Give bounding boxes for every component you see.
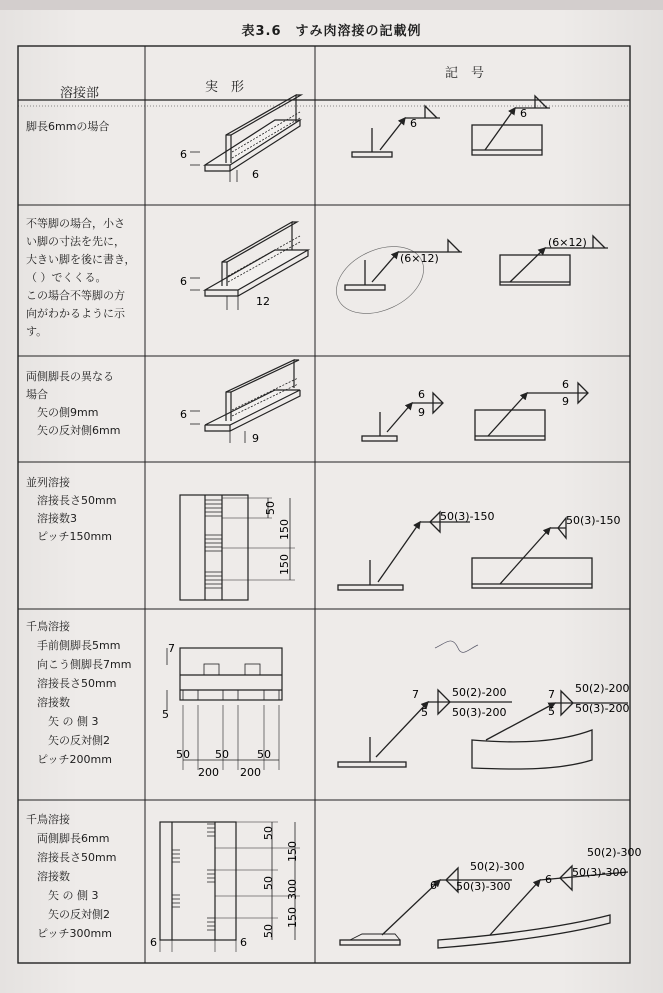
row-6-shape-len-1: 50 (262, 826, 275, 840)
row-6-line: 両側脚長6mm (26, 832, 110, 845)
row-6-line: 溶接長さ50mm (26, 851, 117, 864)
row-2-line: この場合不等脚の方 (26, 289, 125, 302)
header-shape: 実 形 (205, 80, 245, 95)
row-6-line: 溶接数 (26, 870, 70, 883)
row-3-line: 場合 (26, 388, 48, 401)
row-1-symbol-dim-right: 6 (520, 107, 527, 120)
row-3-symbol-top-right: 6 (562, 378, 569, 391)
row-4-shape-pitch-1: 150 (278, 519, 291, 540)
row-5-line: 手前側脚長5mm (26, 639, 121, 652)
row-5-shape-bottom: 5 (162, 708, 169, 721)
row-4-shape-drawing (180, 495, 295, 600)
row-3-line: 矢の反対側6mm (26, 424, 121, 437)
row-6-shape-pitch-2: 300 (286, 879, 299, 900)
row-3-symbol-bottom: 9 (418, 406, 425, 419)
row-4-shape-pitch-2: 150 (278, 554, 291, 575)
row-2-symbol-dim-right: (6×12) (548, 236, 587, 249)
row-4-symbol-text-right: 50(3)-150 (566, 514, 621, 527)
row-2-symbol-dim: (6×12) (400, 252, 439, 265)
row-5-shape-pitch-2: 200 (240, 766, 261, 779)
row-5-symbol-bottom-leg: 5 (421, 706, 428, 719)
row-6-shape-leg-right: 6 (240, 936, 247, 949)
row-4-symbol-drawing (338, 512, 592, 590)
row-2-line: 向がわかるように示 (26, 307, 125, 320)
row-6-symbol-top-right: 50(2)-300 (587, 846, 642, 859)
row-5-symbol-top: 50(2)-200 (452, 686, 507, 699)
row-5-line: 矢 の 側 3 (26, 715, 99, 728)
row-5-symbol-bottom-right: 50(3)-200 (575, 702, 630, 715)
row-1-symbol-drawing (352, 96, 550, 157)
row-2-shape-h: 6 (180, 275, 187, 288)
table-caption: 表3.6 すみ肉溶接の記載例 (241, 24, 422, 39)
row-4-line: 溶接長さ50mm (26, 494, 117, 507)
row-2-line: （ ）でくくる。 (26, 271, 107, 284)
row-5-symbol-bottom: 50(3)-200 (452, 706, 507, 719)
row-5-symbol-top-leg-right: 7 (548, 688, 555, 701)
row-5-shape-top: 7 (168, 642, 175, 655)
row-3-line: 矢の側9mm (26, 406, 99, 419)
row-1-symbol-dim: 6 (410, 117, 417, 130)
row-5-shape-len-2: 50 (215, 748, 229, 761)
row-5-line: ピッチ200mm (26, 753, 112, 766)
row-3-symbol-drawing (362, 383, 588, 441)
row-5-shape-len-1: 50 (176, 748, 190, 761)
row-6-shape-pitch-1: 150 (286, 841, 299, 862)
row-4-line: ピッチ150mm (26, 530, 112, 543)
row-3-shape-drawing (190, 360, 300, 443)
row-5-shape-pitch-1: 200 (198, 766, 219, 779)
row-1-line: 脚長6mmの場合 (26, 120, 110, 133)
row-2-line: す。 (26, 325, 48, 338)
row-6-line: 千鳥溶接 (26, 813, 70, 826)
row-5-line: 向こう側脚長7mm (26, 658, 132, 671)
row-5-symbol-bottom-leg-right: 5 (548, 705, 555, 718)
row-6-shape-leg-left: 6 (150, 936, 157, 949)
header-symbol: 記 号 (445, 66, 485, 81)
row-3-shape-w: 9 (252, 432, 259, 445)
row-4-shape-len: 50 (264, 501, 277, 515)
row-2-shape-w: 12 (256, 295, 270, 308)
row-3-symbol-bottom-right: 9 (562, 395, 569, 408)
row-1-shape-drawing (190, 95, 301, 182)
row-2-line: 大きい脚を後に書き， (26, 253, 136, 266)
row-6-symbol-bottom: 50(3)-300 (456, 880, 511, 893)
row-6-line: 矢 の 側 3 (26, 889, 99, 902)
row-6-shape-pitch-3: 150 (286, 907, 299, 928)
header-part: 溶接部 (60, 86, 100, 101)
row-1-shape-w: 6 (252, 168, 259, 181)
row-4-line: 溶接数3 (26, 512, 77, 525)
row-6-shape-len-3: 50 (262, 924, 275, 938)
row-4-symbol-text: 50(3)-150 (440, 510, 495, 523)
row-3-symbol-top: 6 (418, 388, 425, 401)
row-3-shape-h: 6 (180, 408, 187, 421)
row-5-symbol-top-right: 50(2)-200 (575, 682, 630, 695)
row-6-symbol-leg: 6 (430, 879, 437, 892)
row-5-line: 溶接数 (26, 696, 70, 709)
row-3-line: 両側脚長の異なる (26, 370, 114, 383)
row-5-shape-len-3: 50 (257, 748, 271, 761)
row-6-line: ピッチ300mm (26, 927, 112, 940)
row-1-shape-h: 6 (180, 148, 187, 161)
row-6-shape-drawing (160, 822, 300, 952)
row-6-symbol-top: 50(2)-300 (470, 860, 525, 873)
row-6-shape-len-2: 50 (262, 876, 275, 890)
row-5-line: 矢の反対側2 (26, 734, 110, 747)
row-5-symbol-top-leg: 7 (412, 688, 419, 701)
row-6-symbol-leg-right: 6 (545, 873, 552, 886)
row-5-line: 千鳥溶接 (26, 620, 70, 633)
row-2-line: い脚の寸法を先に， (26, 235, 125, 248)
row-6-line: 矢の反対側2 (26, 908, 110, 921)
row-2-line: 不等脚の場合，小さ (26, 217, 125, 230)
row-2-shape-drawing (190, 222, 308, 310)
row-6-symbol-bottom-right: 50(3)-300 (572, 866, 627, 879)
row-4-line: 並列溶接 (26, 476, 70, 489)
row-5-line: 溶接長さ50mm (26, 677, 117, 690)
